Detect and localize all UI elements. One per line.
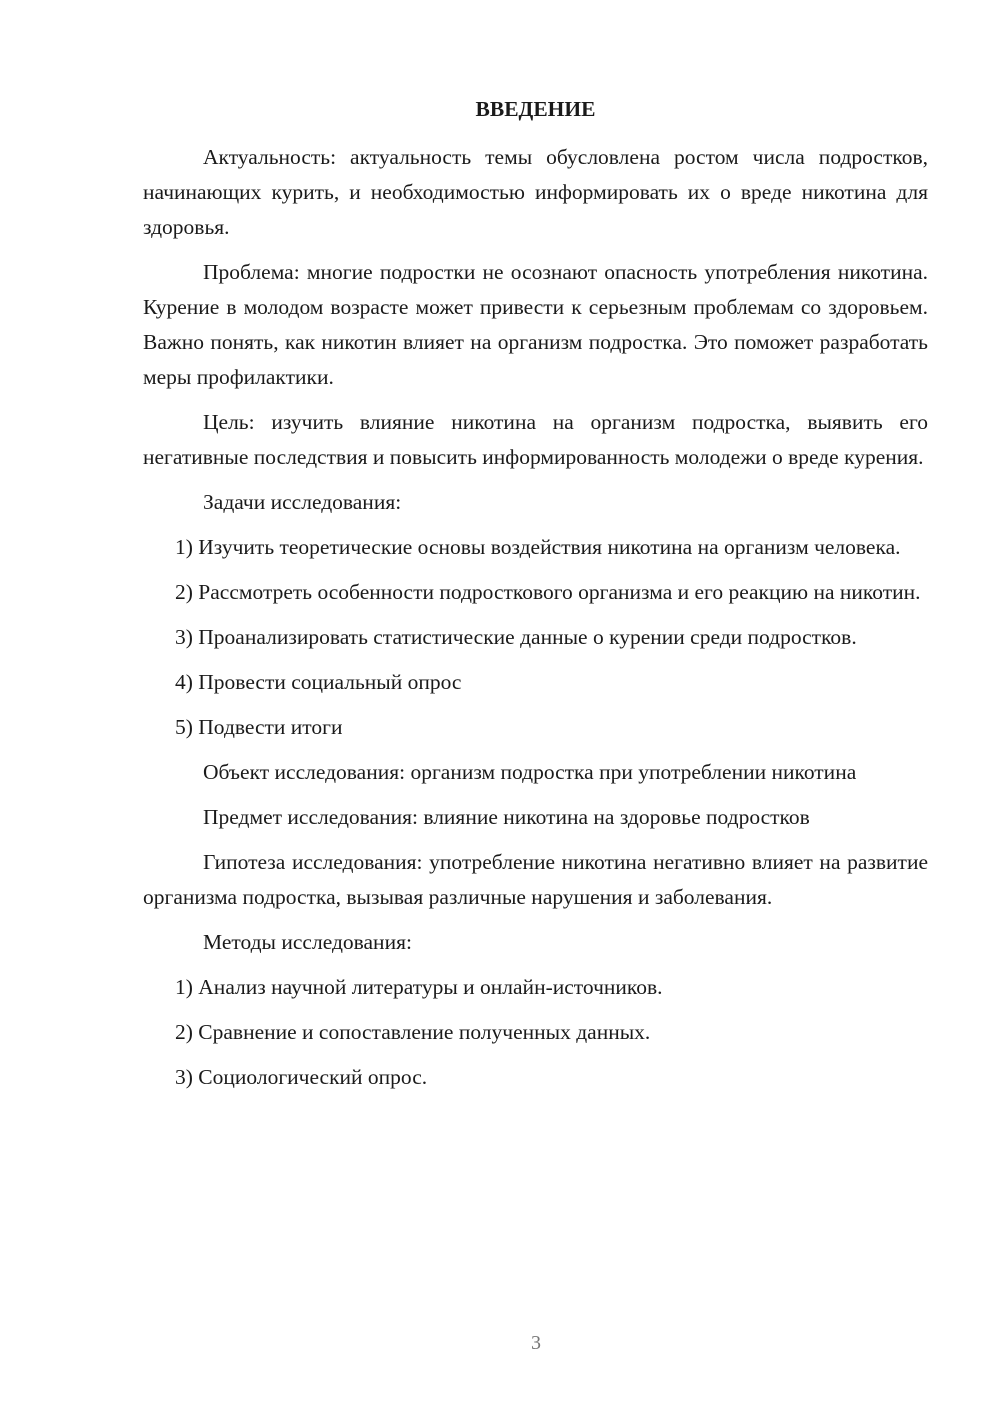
goal-paragraph: Цель: изучить влияние никотина на организм подростка, выявить его негативные последствия и повысить информированность молодежи о вреде курения. <box>143 410 928 469</box>
problem-paragraph: Проблема: многие подростки не осознают опасность употребления никотина. Курение в молодом возрасте может привести к серьезным проблемам со здоровьем. Важно понять, как никотин влияет на организм подростка. Это поможет разработать меры профилактики. <box>143 260 928 389</box>
methods-heading: Методы исследования: <box>203 930 412 954</box>
subject-paragraph: Предмет исследования: влияние никотина на здоровье подростков <box>203 805 810 829</box>
method-item: 1) Анализ научной литературы и онлайн-источников. <box>175 975 663 999</box>
hypothesis-paragraph: Гипотеза исследования: употребление никотина негативно влияет на развитие организма подростка, вызывая различные нарушения и заболевания. <box>143 850 928 909</box>
method-item: 3) Социологический опрос. <box>175 1065 428 1089</box>
section-title: ВВЕДЕНИЕ <box>475 97 596 121</box>
document-page <box>143 92 928 1105</box>
task-item: 5) Подвести итоги <box>175 715 343 739</box>
object-paragraph: Объект исследования: организм подростка при употреблении никотина <box>203 760 857 784</box>
task-item: 4) Провести социальный опрос <box>175 670 462 694</box>
relevance-paragraph: Актуальность: актуальность темы обусловлена ростом числа подростков, начинающих курить, и необходимостью информировать их о вреде никотина для здоровья. <box>143 145 928 239</box>
page-number: 3 <box>531 1332 541 1354</box>
tasks-heading: Задачи исследования: <box>203 490 402 514</box>
task-item: 2) Рассмотреть особенности подросткового организма и его реакцию на никотин. <box>175 580 921 604</box>
task-item: 3) Проанализировать статистические данные о курении среди подростков. <box>175 625 857 649</box>
task-item: 1) Изучить теоретические основы воздействия никотина на организм человека. <box>175 535 901 559</box>
method-item: 2) Сравнение и сопоставление полученных данных. <box>175 1020 651 1044</box>
